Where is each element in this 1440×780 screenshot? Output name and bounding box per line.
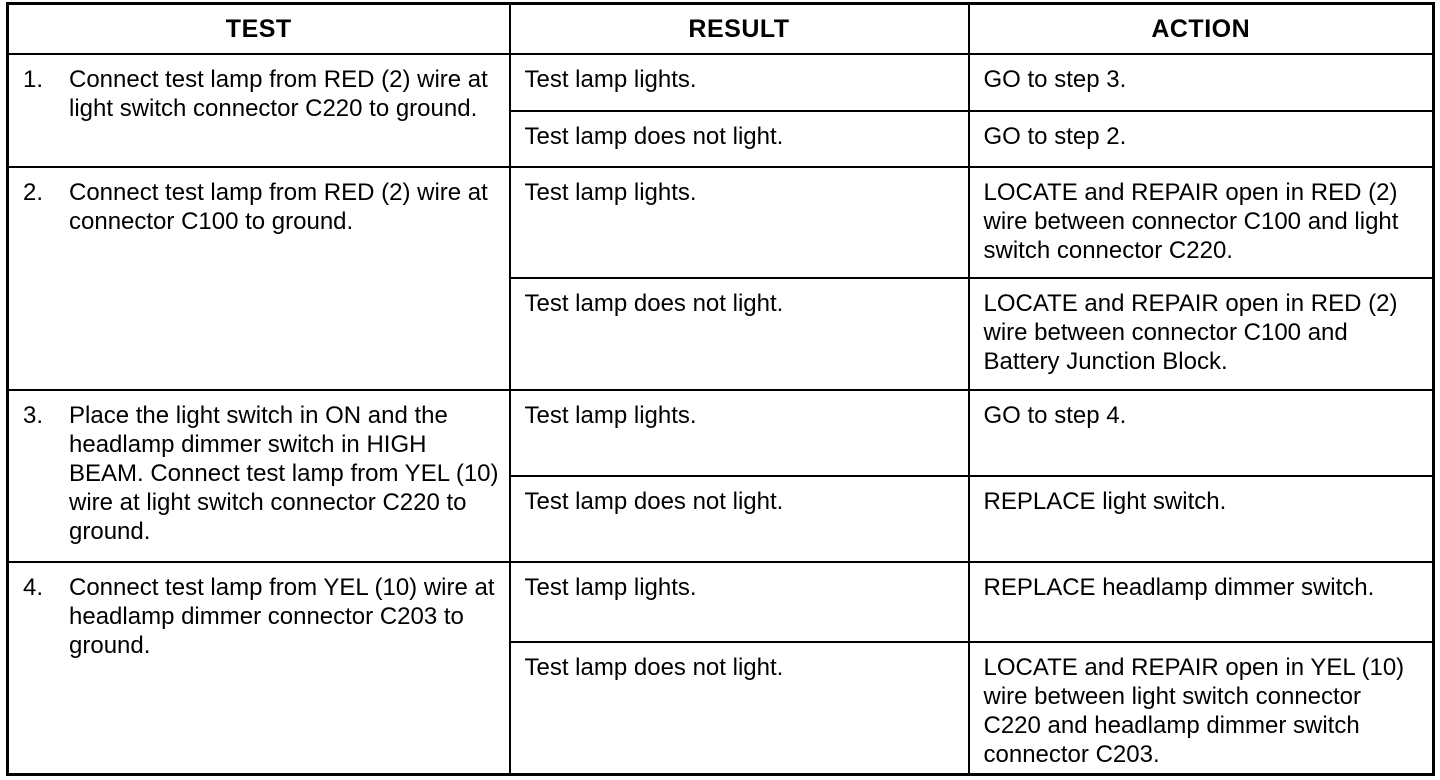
result-cell: Test lamp lights. xyxy=(510,54,969,111)
table-row xyxy=(8,54,1434,111)
action-cell: GO to step 2. xyxy=(969,111,1434,167)
action-cell: GO to step 4. xyxy=(969,390,1434,476)
header-row xyxy=(8,4,1434,55)
table-row xyxy=(8,390,1434,476)
action-cell: LOCATE and REPAIR open in RED (2) wire between connector C100 and Battery Junction Block. xyxy=(969,278,1434,390)
table-row xyxy=(8,167,1434,278)
action-cell: REPLACE headlamp dimmer switch. xyxy=(969,562,1434,642)
action-cell: GO to step 3. xyxy=(969,54,1434,111)
header-test: TEST xyxy=(8,4,510,55)
step-4-test-cell xyxy=(8,562,510,775)
action-cell: LOCATE and REPAIR open in YEL (10) wire between light switch connector C220 and headlamp dimmer switch connector C203. xyxy=(969,642,1434,775)
result-cell: Test lamp does not light. xyxy=(510,642,969,775)
step-number: 4. xyxy=(23,574,44,601)
step-2-test-cell xyxy=(8,167,510,390)
step-number: 2. xyxy=(23,179,44,206)
result-cell: Test lamp does not light. xyxy=(510,476,969,562)
step-1-test-cell xyxy=(8,54,510,167)
step-number: 3. xyxy=(23,402,44,429)
result-cell: Test lamp lights. xyxy=(510,562,969,642)
step-test-text: Connect test lamp from RED (2) wire at connector C100 to ground. xyxy=(69,179,488,235)
result-cell: Test lamp lights. xyxy=(510,167,969,278)
step-test-text: Connect test lamp from RED (2) wire at light switch connector C220 to ground. xyxy=(69,66,488,122)
result-cell: Test lamp does not light. xyxy=(510,111,969,167)
header-action: ACTION xyxy=(969,4,1434,55)
step-test-text: Connect test lamp from YEL (10) wire at headlamp dimmer connector C203 to ground. xyxy=(69,574,495,659)
step-number: 1. xyxy=(23,66,44,93)
action-cell: REPLACE light switch. xyxy=(969,476,1434,562)
result-cell: Test lamp lights. xyxy=(510,390,969,476)
header-result: RESULT xyxy=(510,4,969,55)
action-cell: LOCATE and REPAIR open in RED (2) wire between connector C100 and light switch connector C220. xyxy=(969,167,1434,278)
table-row xyxy=(8,562,1434,642)
diagnostic-table xyxy=(6,2,1435,776)
step-3-test-cell xyxy=(8,390,510,562)
result-cell: Test lamp does not light. xyxy=(510,278,969,390)
step-test-text: Place the light switch in ON and the headlamp dimmer switch in HIGH BEAM. Connect test lamp from YEL (10) wire at light switch connector C220 to ground. xyxy=(69,402,499,545)
